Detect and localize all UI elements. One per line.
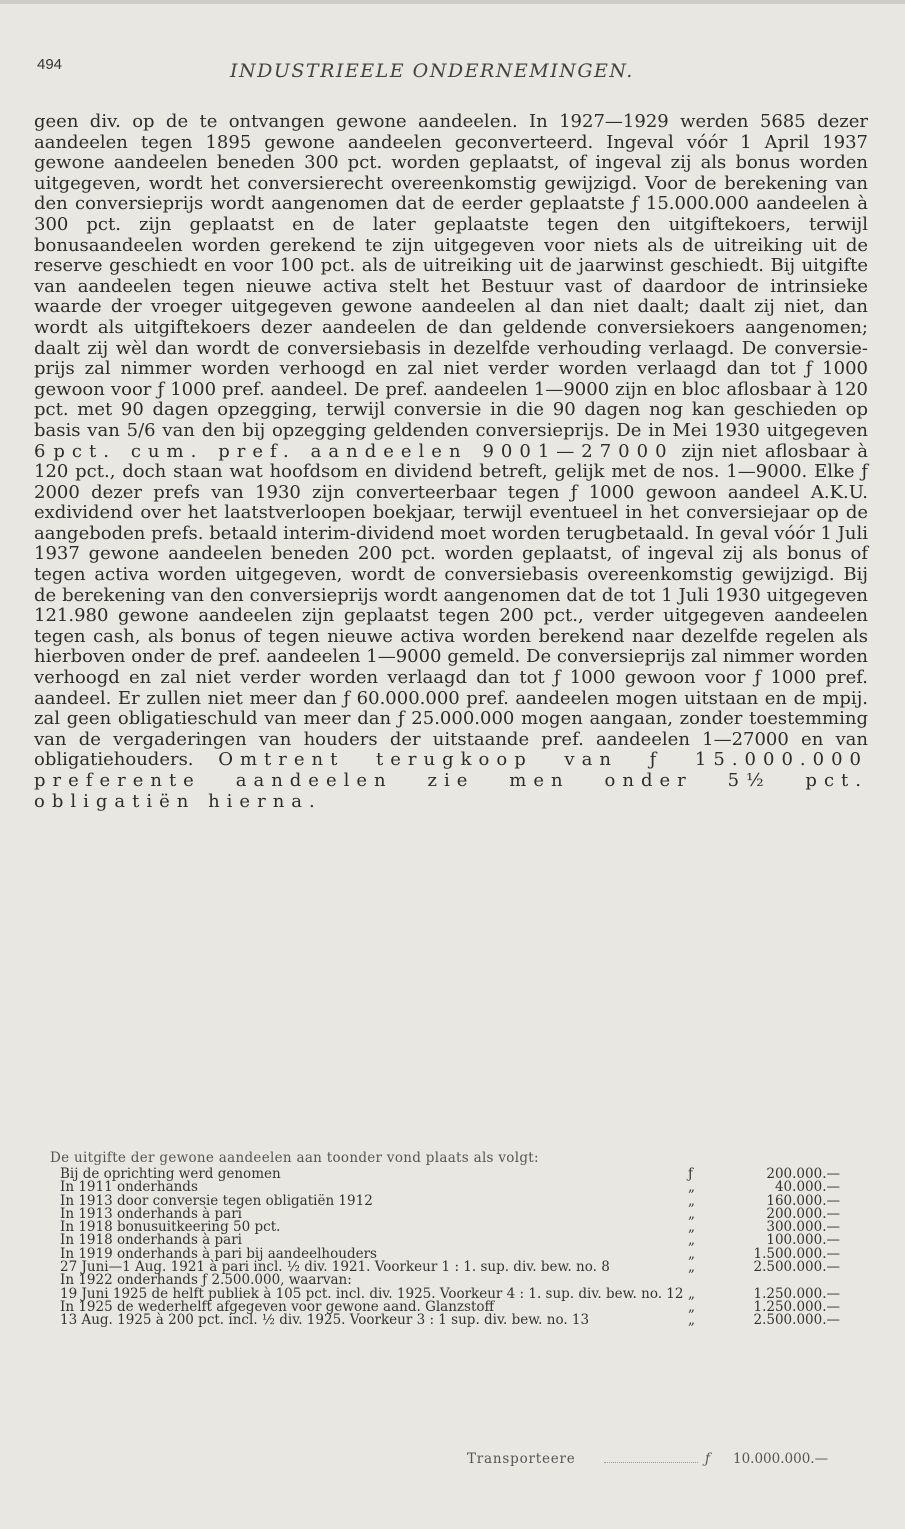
issue-amount: 1.250.000.— xyxy=(753,1285,840,1302)
issue-currency: „ xyxy=(688,1285,695,1302)
body-text xyxy=(34,112,868,812)
issue-amount: 1.500.000.— xyxy=(753,1245,840,1262)
paragraph-continuation: zijn niet aflosbaar à 120 pct., doch staan wat hoofdsom en dividend betreft, gelijk met de nos. 1—9000. Elke ƒ 2000 dezer prefs van 1930 zijn converteerbaar tegen ƒ 1000 gewoon aandeel A.K.U. exdividend over het laatstverloopen boekjaar, terwijl eventueel in het conversiejaar op de aangeboden prefs. betaald interim-dividend moet worden terugbetaald. In geval vóór 1 Juli 1937 gewone aandeelen beneden 200 pct. worden geplaatst, of ingeval zij als bonus of tegen activa worden uitgegeven, wordt de conversiebasis overeenkomstig gewijzigd. Bij de berekening van den conversieprijs wordt aangenomen dat de tot 1 Juli 1930 uitgegeven 121.980 gewone aandeelen zijn geplaatst tegen 200 pct., verder uitgegeven aandeelen tegen cash, als bonus of tegen nieuwe activa worden berekend naar dezelfde regelen als hierboven onder de pref. aandeelen 1—9000 gemeld. De conversieprijs zal nimmer worden verhoogd en zal niet verder worden verlaagd dan tot ƒ 1000 gewoon voor ƒ 1000 pref. aandeel. Er zullen niet meer dan ƒ 60.000.000 pref. aandeelen mogen uitstaan en de mpij. zal geen obligatieschuld van meer dan ƒ 25.000.000 mogen aangaan, zonder toestemming van de vergaderingen van houders der uitstaande pref. aandeelen 1—27000 en van obligatiehouders. xyxy=(34,440,868,771)
spaced-text-buyback: Omtrent terugkoop van ƒ 15.000.000 preferente aandeelen zie men onder 5½ pct. obligatiën hierna. xyxy=(34,749,868,812)
share-issue-table xyxy=(60,1168,840,1328)
transport-leader-dots xyxy=(604,1462,698,1463)
issue-amount: 100.000.— xyxy=(766,1232,840,1249)
transport-amount: 10.000.000.— xyxy=(733,1451,829,1467)
paragraph-main: geen div. op de te ontvangen gewone aandeelen. In 1927—1929 werden 5685 dezer aandeelen tegen 1895 gewone aandeelen geconverteerd. Ingeval vóór 1 April 1937 gewone aandeelen beneden 300 pct. worden geplaatst, of ingeval zij als bonus worden uitgegeven, wordt het conversierecht overeenkomstig gewijzigd. Voor de berekening van den conversieprijs wordt aangenomen dat de eerder geplaatste ƒ 15.000.000 aandeelen à 300 pct. zijn geplaatst en de later geplaatste tegen den uitgiftekoers, terwijl bonusaandeelen worden gerekend te zijn uitgegeven voor niets als de uitreiking uit de reserve geschiedt en voor 100 pct. als de uitreiking uit de jaarwinst geschiedt. Bij uitgifte van aandeelen tegen nieuwe activa stelt het Bestuur vast of daardoor de intrinsieke waarde der vroeger uitgegeven gewone aandeelen al dan niet daalt; daalt zij niet, dan wordt als uitgiftekoers dezer aandeelen de dan geldende conversiekoers aangenomen; daalt zij wèl dan wordt de conversiebasis in dezelfde verhouding verlaagd. De conversie-prijs zal nimmer worden verhoogd en zal niet verder worden verlaagd dan tot ƒ 1000 gewoon voor ƒ 1000 pref. aandeel. De pref. aandeelen 1—9000 zijn en bloc aflosbaar à 120 pct. met 90 dagen opzegging, terwijl conversie in die 90 dagen nog kan geschieden op basis van 5/6 van den bij opzegging geldenden conversieprijs. De in Mei 1930 uitgegeven 6 xyxy=(34,111,868,462)
issue-amount: 160.000.— xyxy=(766,1192,840,1209)
issue-currency: „ xyxy=(688,1259,695,1276)
issue-currency: „ xyxy=(688,1298,695,1315)
issue-currency: „ xyxy=(688,1179,695,1196)
issue-description: 19 Juni 1925 de helft publiek à 105 pct. incl. div. 1925. Voorkeur 4 : 1. sup. div. bew. no. 12 xyxy=(60,1285,684,1302)
spaced-text-preferred-shares: pct. cum. pref. aandeelen 9001—27000 xyxy=(53,440,674,462)
transport-currency: ƒ xyxy=(705,1451,710,1467)
page-top-edge xyxy=(0,0,905,4)
body-paragraph xyxy=(34,112,868,812)
issue-amount: 200.000.— xyxy=(766,1166,840,1182)
issue-amount: 2.500.000.— xyxy=(753,1259,840,1276)
issue-currency: ƒ xyxy=(688,1166,693,1182)
issue-description: In 1925 de wederhelft afgegeven voor gewone aand. Glanzstoff xyxy=(60,1298,495,1315)
issue-table-intro: De uitgifte der gewone aandeelen aan toonder vond plaats als volgt: xyxy=(50,1150,539,1166)
issue-currency: „ xyxy=(688,1219,695,1236)
issue-amount: 300.000.— xyxy=(766,1219,840,1236)
transport-label: Transporteere xyxy=(467,1451,576,1467)
issue-description: 13 Aug. 1925 à 200 pct. incl. ½ div. 1925. Voorkeur 3 : 1 sup. div. bew. no. 13 xyxy=(60,1312,590,1329)
issue-amount: 200.000.— xyxy=(766,1205,840,1222)
issue-currency: „ xyxy=(688,1245,695,1262)
issue-amount: 2.500.000.— xyxy=(753,1312,840,1329)
issue-currency: „ xyxy=(688,1232,695,1249)
issue-description: 27 Juni—1 Aug. 1921 à pari incl. ½ div. 1921. Voorkeur 1 : 1. sup. div. bew. no. 8 xyxy=(60,1259,610,1276)
table-row xyxy=(60,1314,840,1327)
issue-description: In 1911 onderhands xyxy=(60,1179,198,1196)
issue-description: In 1913 onderhands à pari xyxy=(60,1205,242,1222)
page-number: 494 xyxy=(37,56,63,73)
issue-currency: „ xyxy=(688,1192,695,1209)
issue-currency: „ xyxy=(688,1312,695,1329)
issue-description: In 1918 onderhands à pari xyxy=(60,1232,242,1249)
issue-amount: 1.250.000.— xyxy=(753,1298,840,1315)
issue-description: Bij de oprichting werd genomen xyxy=(60,1166,281,1182)
issue-description: In 1922 onderhands ƒ 2.500.000, waarvan: xyxy=(60,1272,352,1289)
issue-description: In 1918 bonusuitkeering 50 pct. xyxy=(60,1219,281,1236)
issue-description: In 1913 door conversie tegen obligatiën 1912 xyxy=(60,1192,373,1209)
issue-currency: „ xyxy=(688,1205,695,1222)
issue-amount: 40.000.— xyxy=(774,1179,840,1196)
running-title: INDUSTRIEELE ONDERNEMINGEN. xyxy=(230,60,634,82)
issue-description: In 1919 onderhands à pari bij aandeelhouders xyxy=(60,1245,377,1262)
